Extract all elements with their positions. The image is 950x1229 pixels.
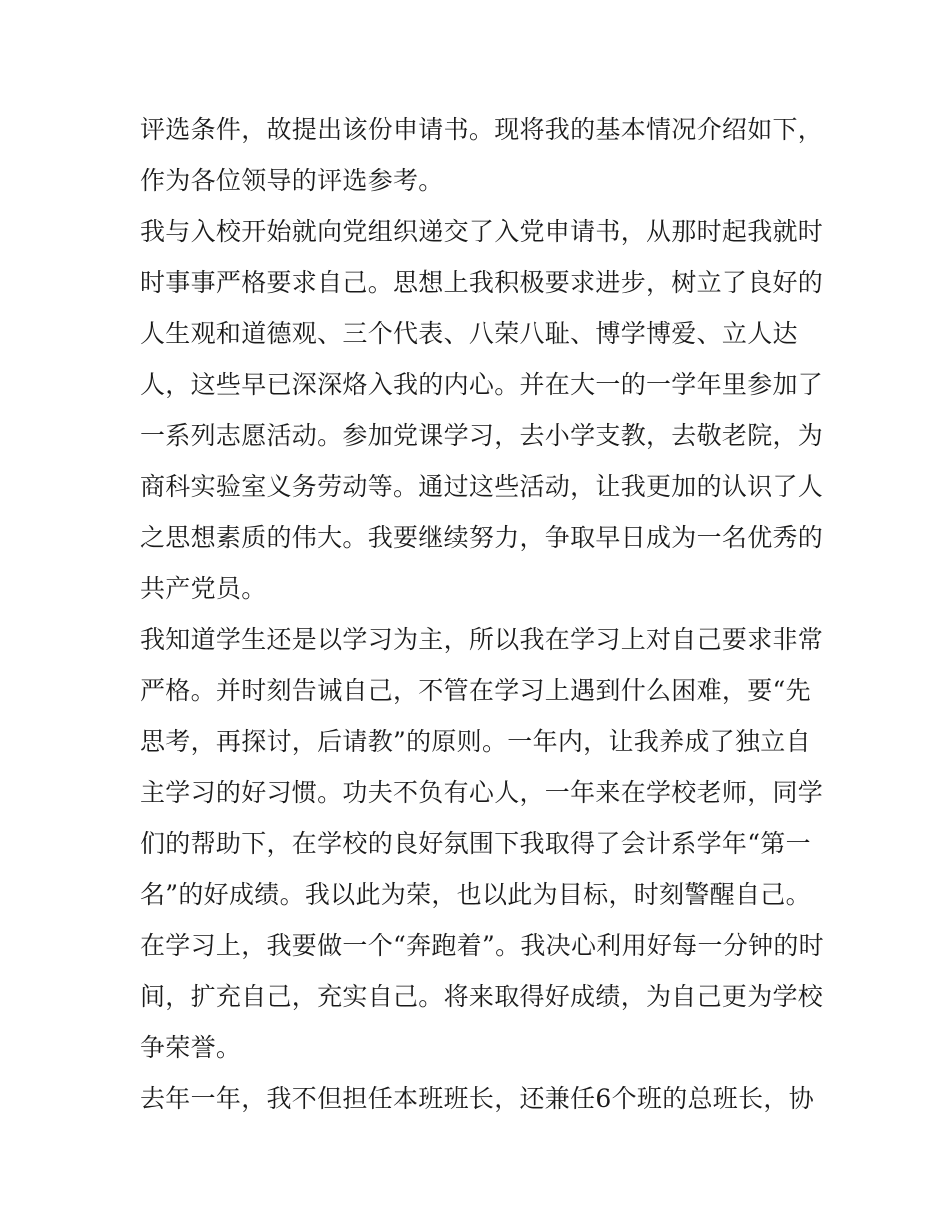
text-line: 争荣誉。 <box>140 1033 242 1062</box>
text-line: 评选条件，故提出该份申请书。现将我的基本情况介绍如下， <box>140 115 824 144</box>
text-line: 共产党员。 <box>140 574 267 603</box>
text-line: 一系列志愿活动。参加党课学习，去小学支教，去敬老院，为 <box>140 421 824 450</box>
text-line: 严格。并时刻告诫自己，不管在学习上遇到什么困难，要“先 <box>140 676 811 705</box>
text-line: 去年一年，我不但担任本班班长，还兼任6个班的总班长，协 <box>140 1084 815 1113</box>
document-body-text <box>140 104 824 1124</box>
text-line: 之思想素质的伟大。我要继续努力，争取早日成为一名优秀的 <box>140 523 824 552</box>
text-line: 作为各位领导的评选参考。 <box>140 166 444 195</box>
text-line: 我知道学生还是以学习为主，所以我在学习上对自己要求非常 <box>140 625 824 654</box>
text-line: 间，扩充自己，充实自己。将来取得好成绩，为自己更为学校 <box>140 982 824 1011</box>
text-line: 名”的好成绩。我以此为荣，也以此为目标，时刻警醒自己。 <box>140 880 811 909</box>
text-line: 思考，再探讨，后请教”的原则。一年内，让我养成了独立自 <box>140 727 811 756</box>
text-line: 时事事严格要求自己。思想上我积极要求进步，树立了良好的 <box>140 268 824 297</box>
text-line: 人，这些早已深深烙入我的内心。并在大一的一学年里参加了 <box>140 370 824 399</box>
text-line: 主学习的好习惯。功夫不负有心人，一年来在学校老师，同学 <box>140 778 824 807</box>
text-line: 们的帮助下，在学校的良好氛围下我取得了会计系学年“第一 <box>140 829 811 858</box>
text-line: 我与入校开始就向党组织递交了入党申请书，从那时起我就时 <box>140 217 824 246</box>
text-line: 在学习上，我要做一个“奔跑着”。我决心利用好每一分钟的时 <box>140 931 824 960</box>
text-line: 商科实验室义务劳动等。通过这些活动，让我更加的认识了人 <box>140 472 824 501</box>
text-line: 人生观和道德观、三个代表、八荣八耻、博学博爱、立人达 <box>140 319 798 348</box>
